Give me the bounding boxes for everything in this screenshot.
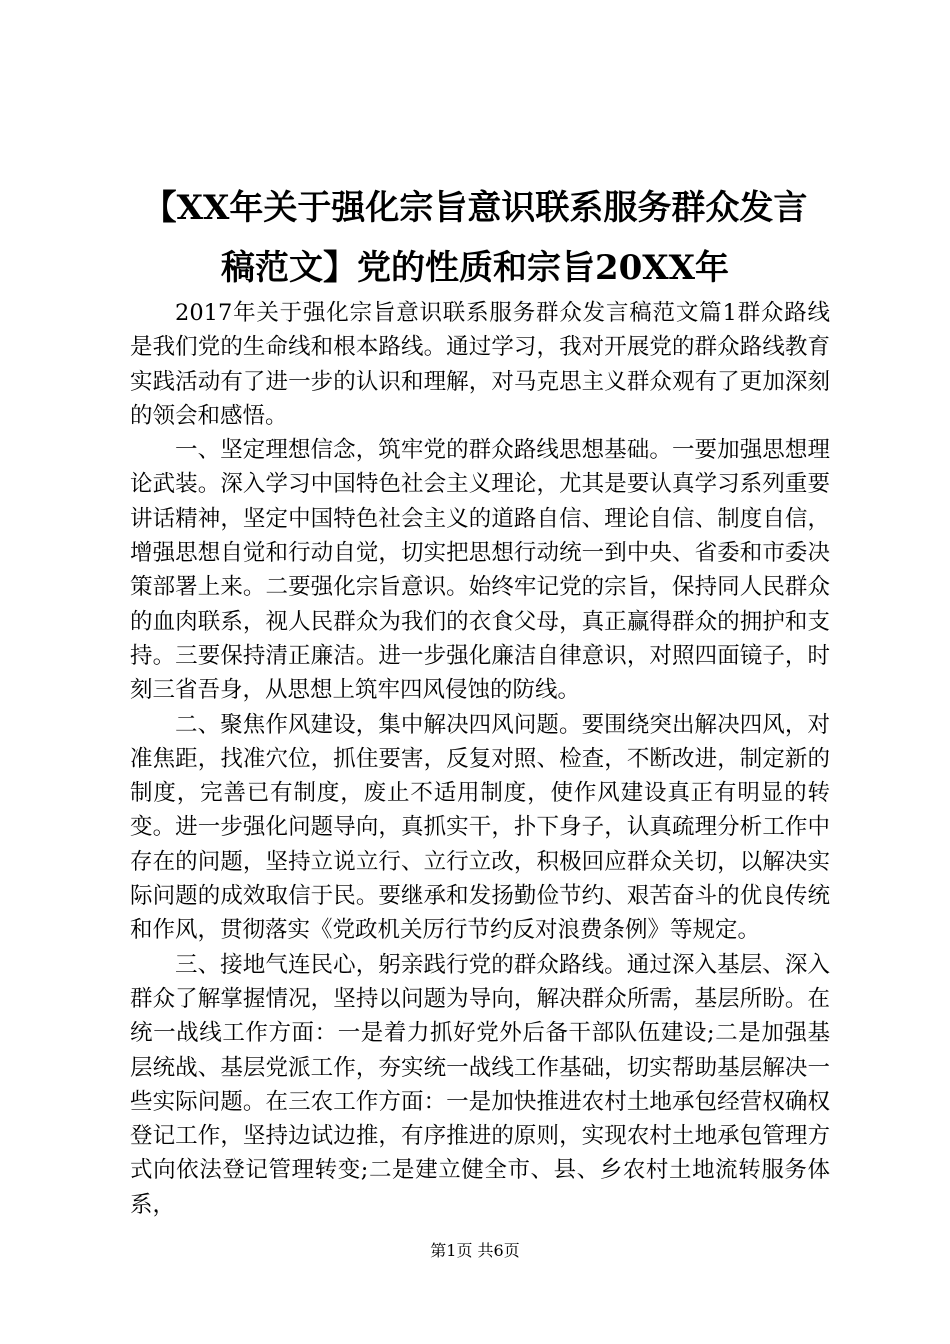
document-title [110, 178, 840, 298]
document-body [130, 296, 830, 1222]
paragraph-section-3: 三、接地气连民心，躬亲践行党的群众路线。通过深入基层、深入群众了解掌握情况，坚持以问题为导向，解决群众所需，基层所盼。在统一战线工作方面：一是着力抓好党外后备干部队伍建设;二是加强基层统战、基层党派工作，夯实统一战线工作基础，切实帮助基层解决一些实际问题。在三农工作方面：一是加快推进农村土地承包经营权确权登记工作，坚持边试边推，有序推进的原则，实现农村土地承包管理方式向依法登记管理转变;二是建立健全市、县、乡农村土地流转服务体系， [130, 951, 830, 1218]
paragraph-section-2: 二、聚焦作风建设，集中解决四风问题。要围绕突出解决四风，对准焦距，找准穴位，抓住要害，反复对照、检查，不断改进，制定新的制度，完善已有制度，废止不适用制度，使作风建设真正有明显的转变。进一步强化问题导向，真抓实干，扑下身子，认真疏理分析工作中存在的问题，坚持立说立行、立行立改，积极回应群众关切，以解决实际问题的成效取信于民。要继承和发扬勤俭节约、艰苦奋斗的优良传统和作风，贯彻落实《党政机关厉行节约反对浪费条例》等规定。 [130, 711, 830, 944]
page-footer: 第1页 共6页 [430, 1241, 520, 1260]
title-line-1: 【XX年关于强化宗旨意识联系服务群众发言 [142, 188, 808, 228]
paragraph-section-1: 一、坚定理想信念，筑牢党的群众路线思想基础。一要加强思想理论武装。深入学习中国特色社会主义理论，尤其是要认真学习系列重要讲话精神，坚定中国特色社会主义的道路自信、理论自信、制度自信，增强思想自觉和行动自觉，切实把思想行动统一到中央、省委和市委决策部署上来。二要强化宗旨意识。始终牢记党的宗旨，保持同人民群众的血肉联系，视人民群众为我们的衣食父母，真正赢得群众的拥护和支持。三要保持清正廉洁。进一步强化廉洁自律意识，对照四面镜子，时刻三省吾身，从思想上筑牢四风侵蚀的防线。 [130, 437, 830, 704]
title-line-2: 稿范文】党的性质和宗旨20XX年 [220, 248, 730, 288]
paragraph-intro: 2017年关于强化宗旨意识联系服务群众发言稿范文篇1群众路线是我们党的生命线和根本路线。通过学习，我对开展党的群众路线教育实践活动有了进一步的认识和理解，对马克思主义群众观有了更加深刻的领会和感悟。 [130, 300, 830, 429]
